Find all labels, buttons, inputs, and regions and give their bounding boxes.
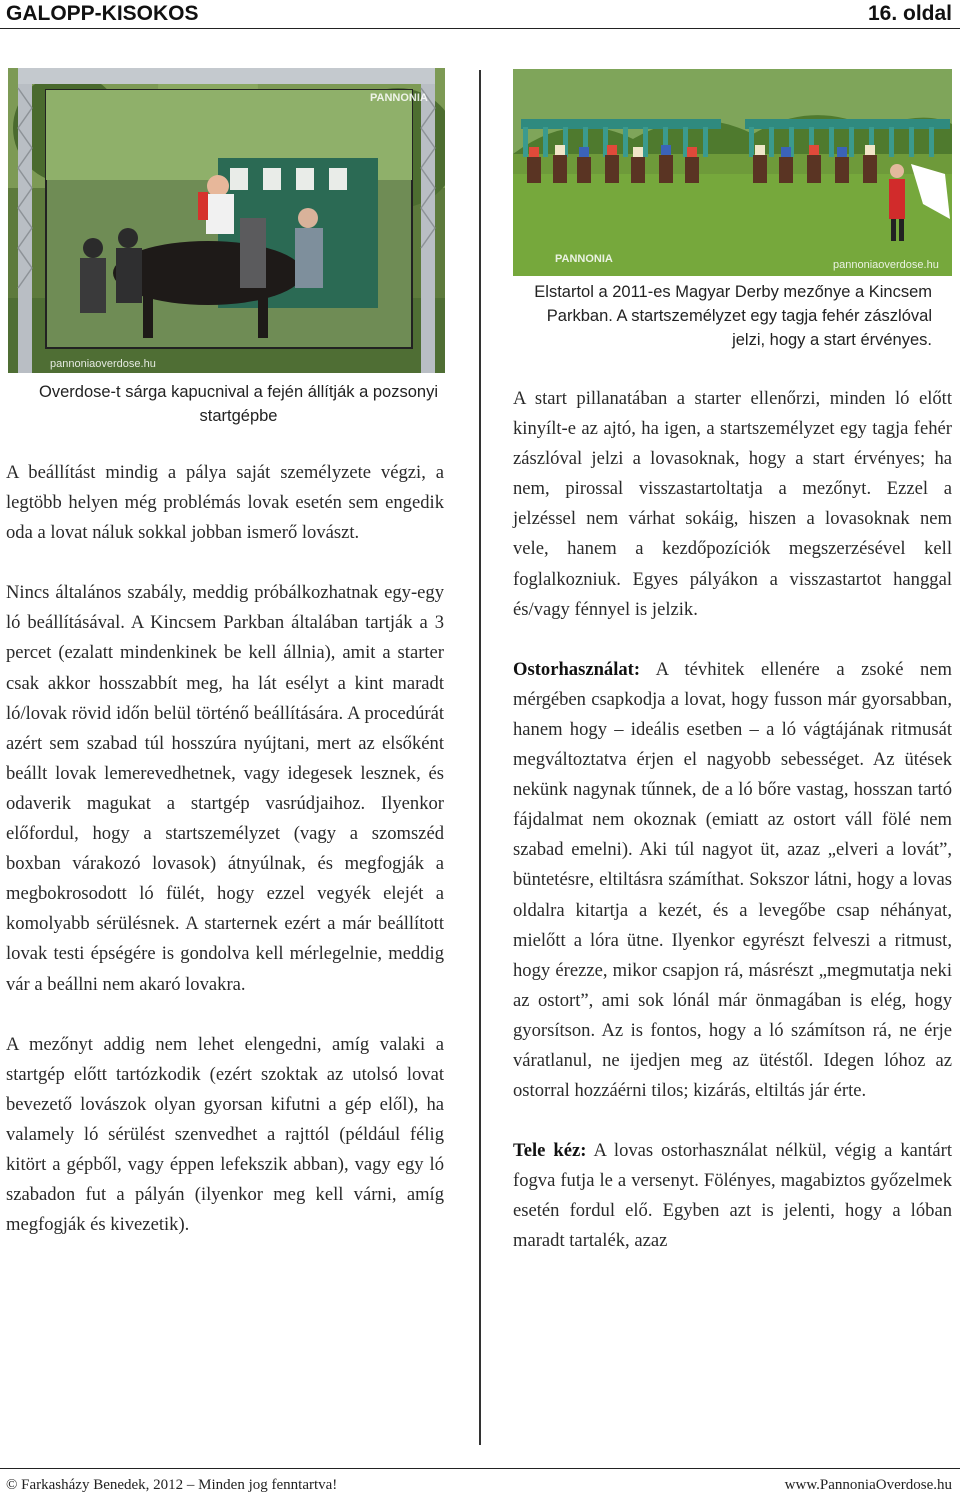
paragraph: Nincs általános szabály, meddig próbálkozhatnak egy-egy ló beállításával. A Kincsem Parkban általában tartják a 3 percet (ezalatt mindenkinek be kell állnia), amit a starter csak akkor hosszabbít meg, ha lát esélyt a kint maradt ló/lovak rövid időn belül történő beállítására. A procedúrát azért sem szabad túl hosszúra nyújtani, mert az elsőként beállt lovak lemerevedhetnek, vagy idegesek lesznek, és odaverik magukat a startgép vasrúdjaihoz. Ilyenkor előfordul, hogy a startszemélyzet (vagy a szomszéd boxban várakozó lovasok) átnyúlnak, és megfogják a megbokrosodott ló fülét, hogy ezzel vegyék elejét a komolyabb sérülésnek. A starternek ezért a már beállított lovak testi épségére is gondolva kell mérlegelnie, meddig vár a beállni nem akaró lovakra. [6,582,444,995]
photo-caption-left: Overdose-t sárga kapucnival a fején állítják a pozsonyi startgépbe [39,383,438,425]
paragraph [513,655,952,1106]
photo-derby-start [513,69,952,276]
term-definition: A tévhitek ellenére a zsoké nem mérgében csapkodja a lovat, hogy fusson már gyorsabban, hanem hogy – ideális esetben – a ló vágtájának ritmusát megváltoztatva érjen el nagyobb sebességet. Az ütések nekünk nagynak tűnnek, de a ló bőre vastag, hosszan tartó fájdalmat nem okoznak (emiatt az ostort váll fölé nem szabad emelni). Aki túl nagyot üt, azaz „elveri a lovát”, büntetésre, eltiltásra számíthat. Sokszor látni, hogy a lovas oldalra kitartja a kezét, és a levegőbe csap néhányat, mielőtt a lóra ütne. Ilyenkor egyrészt felveszi a ritmust, hogy érezze, mikor csapjon rá, másrészt „megmutatja neki az ostort”, ami sok lónál már önmagában is elég, hogy gyorsítson. Az is fontos, hogy a ló számítson rá, ne érje váratlanul, ne ijedjen meg az ütéstől. Idegen lóhoz az ostorral hozzáérni tilos; kizárás, eltiltás jár érte. [513,658,952,1102]
paragraph [513,1136,952,1256]
page-header [0,0,960,29]
photo-watermark-url: pannoniaoverdose.hu [833,259,939,271]
photo-watermark-logo: PANNONIA [370,92,428,104]
photo-derby-start-graphic [513,69,952,276]
right-column [513,384,952,1287]
document-title: GALOPP-KISOKOS [6,2,199,25]
photo-watermark-logo: PANNONIA [555,253,613,265]
photo-caption-right: Elstartol a 2011-es Magyar Derby mezőnye a Kincsem Parkban. A startszemélyzet egy tagja fehér zászlóval jelzi, hogy a start érvényes. [534,283,932,349]
column-divider [479,70,481,1445]
photo-starting-gate-loading-graphic [8,68,445,373]
term-label: Tele kéz: [513,1140,587,1162]
page-footer [0,1468,960,1498]
photo-starting-gate-loading [8,68,445,373]
website-link[interactable]: www.PannoniaOverdose.hu [784,1477,952,1493]
copyright-notice: © Farkasházy Benedek, 2012 – Minden jog fenntartva! [6,1477,338,1493]
paragraph: A mezőnyt addig nem lehet elengedni, amíg valaki a startgép előtt tartózkodik (ezért szoktak az utolsó lovat bevezető lovászok olyan gyorsan kifutni a gép elől), ha valamely ló sérülést szenvedhet a rajttól (például félig kitört a gépből, vagy éppen lefekszik abban), vagy egy ló szabadon fut a pályán (ilyenkor meg kell várni, amíg megfogják és kivezetik). [6,1033,444,1236]
term-label: Ostorhasználat: [513,658,641,680]
paragraph: A beállítást mindig a pálya saját személyzete végzi, a legtöbb helyen még problémás lovak esetén sem engedik oda a lovat náluk sokkal jobban ismerő lovászt. [6,462,444,544]
paragraph: A start pillanatában a starter ellenőrzi, minden ló előtt kinyílt-e az ajtó, ha igen, a startszemélyzet egy tagja fehér zászlóval jelzi a lovasoknak, hogy a start érvényes; ha nem, pirossal visszastartoltatja a mezőnyt. Ezzel a jelzéssel nem várhat sokáig, hiszen a lovasoknak nem vele, hanem a kezdőpozíciók megszerzésével kell foglalkozniuk. Egyes pályákon a visszastartot hanggal és/vagy fénnyel is jelzik. [513,388,952,620]
photo-watermark-url: pannoniaoverdose.hu [50,358,156,370]
term-definition: A lovas ostorhasználat nélkül, végig a kantárt fogva futja le a versenyt. Fölényes, magabiztos győzelmek esetén fordul elő. Egyben azt is jelenti, hogy a lóban maradt tartalék, azaz [513,1140,952,1252]
page-number: 16. oldal [867,2,952,25]
left-column [6,458,444,1270]
